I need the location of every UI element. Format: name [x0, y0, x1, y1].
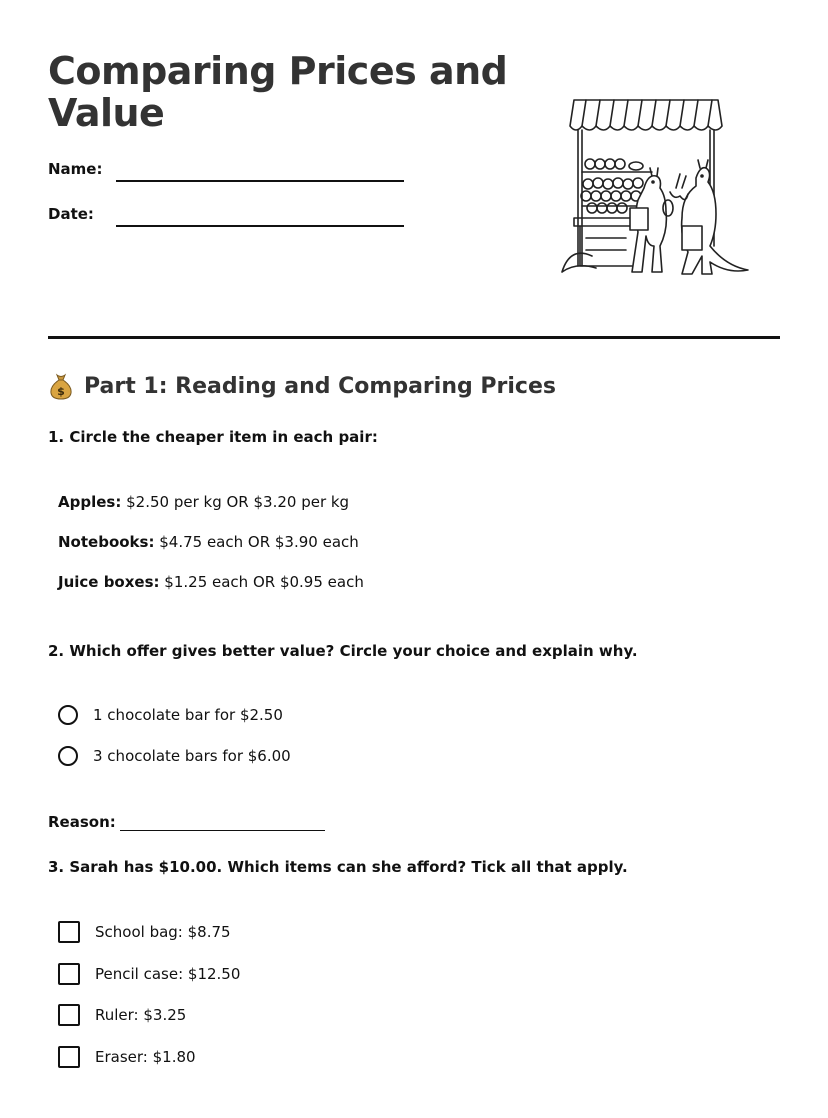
question-1-prompt: 1. Circle the cheaper item in each pair:: [48, 428, 378, 446]
checklist-item[interactable]: [58, 1046, 196, 1068]
price-pair-juice-boxes[interactable]: [58, 573, 364, 591]
checkbox[interactable]: [58, 1004, 80, 1026]
checklist-item[interactable]: [58, 1004, 186, 1026]
option-three-bars[interactable]: [58, 746, 291, 766]
radio-circle[interactable]: [58, 705, 78, 725]
checklist-item-label: Ruler: $3.25: [95, 1006, 187, 1024]
checklist-item[interactable]: [58, 963, 240, 985]
checkbox[interactable]: [58, 963, 80, 985]
price-pair-notebooks[interactable]: [58, 533, 359, 551]
reason-row[interactable]: [48, 813, 325, 831]
question-2-prompt: 2. Which offer gives better value? Circle your choice and explain why.: [48, 642, 638, 660]
price-pair-prices: $2.50 per kg OR $3.20 per kg: [126, 493, 350, 511]
part1-heading-text: Part 1: Reading and Comparing Prices: [84, 373, 556, 399]
price-pair-item: Notebooks:: [58, 533, 155, 551]
question-3-prompt: 3. Sarah has $10.00. Which items can she afford? Tick all that apply.: [48, 858, 628, 876]
option-label: 1 chocolate bar for $2.50: [93, 706, 283, 724]
checkbox[interactable]: [58, 1046, 80, 1068]
market-stall-kangaroos-illustration: [556, 96, 752, 286]
price-pair-apples[interactable]: [58, 493, 349, 511]
section-divider: [48, 336, 780, 339]
radio-circle[interactable]: [58, 746, 78, 766]
checklist-item[interactable]: [58, 921, 231, 943]
svg-text:$: $: [57, 385, 65, 398]
checklist-item-label: School bag: $8.75: [95, 923, 231, 941]
price-pair-item: Juice boxes:: [58, 573, 160, 591]
money-bag-icon: [48, 372, 74, 400]
option-single-bar[interactable]: [58, 705, 283, 725]
reason-field-line[interactable]: [120, 815, 325, 831]
page-title: Comparing Prices and Value: [48, 49, 508, 135]
date-label: Date:: [48, 205, 94, 223]
date-field-line[interactable]: [116, 225, 404, 227]
name-label: Name:: [48, 160, 103, 178]
name-field-line[interactable]: [116, 180, 404, 182]
price-pair-item: Apples:: [58, 493, 122, 511]
option-label: 3 chocolate bars for $6.00: [93, 747, 291, 765]
part1-heading: [48, 372, 556, 400]
checklist-item-label: Eraser: $1.80: [95, 1048, 196, 1066]
price-pair-prices: $4.75 each OR $3.90 each: [159, 533, 359, 551]
reason-label: Reason:: [48, 813, 116, 831]
checklist-item-label: Pencil case: $12.50: [95, 965, 241, 983]
price-pair-prices: $1.25 each OR $0.95 each: [164, 573, 364, 591]
checkbox[interactable]: [58, 921, 80, 943]
